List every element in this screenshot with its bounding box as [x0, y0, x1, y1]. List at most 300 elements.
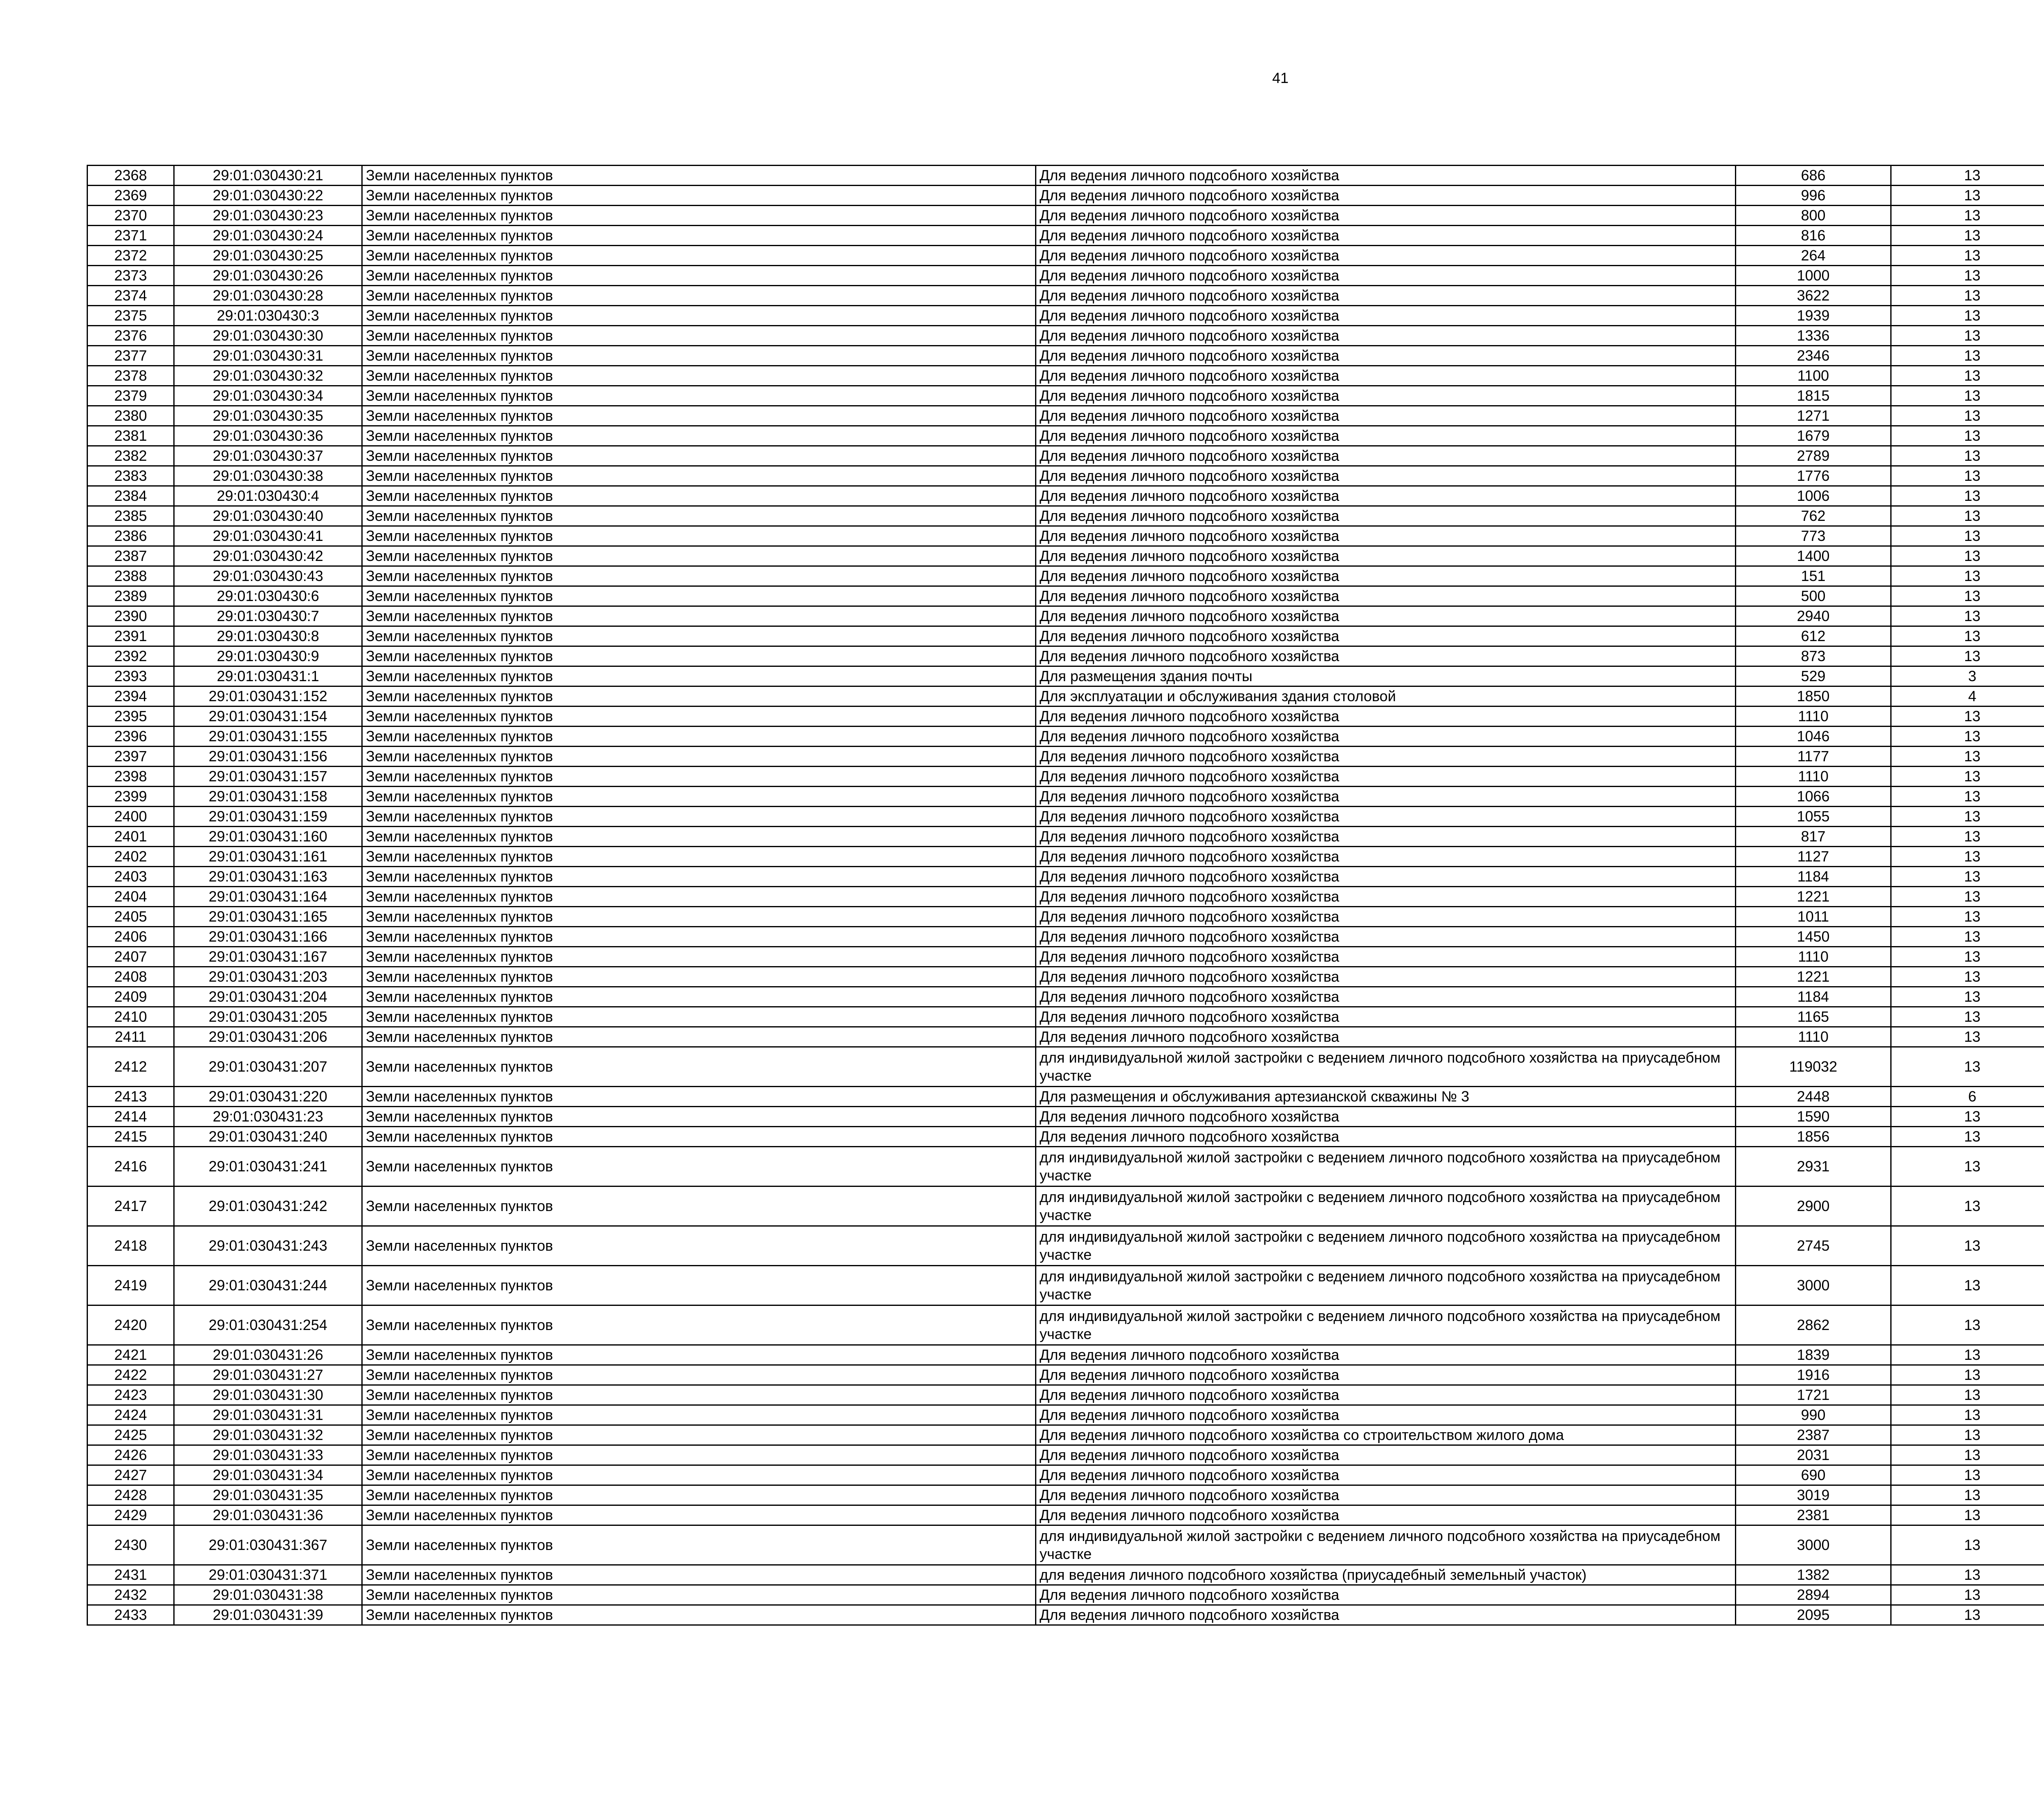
group-cell: 13	[1891, 606, 2044, 626]
permitted-use-cell: Для ведения личного подсобного хозяйства	[1036, 366, 1736, 386]
table-row	[87, 386, 2044, 406]
land-category-cell: Земли населенных пунктов	[362, 246, 1036, 266]
row-number-cell: 2418	[87, 1226, 174, 1266]
land-category-cell: Земли населенных пунктов	[362, 586, 1036, 606]
cadastral-number-cell: 29:01:030430:43	[174, 566, 362, 586]
group-cell: 13	[1891, 1565, 2044, 1585]
land-category-cell: Земли населенных пунктов	[362, 1027, 1036, 1047]
land-category-cell: Земли населенных пунктов	[362, 1505, 1036, 1525]
land-category-cell: Земли населенных пунктов	[362, 686, 1036, 707]
land-category-cell: Земли населенных пунктов	[362, 166, 1036, 186]
group-cell: 13	[1891, 1385, 2044, 1405]
area-cell: 686	[1736, 166, 1891, 186]
group-cell: 13	[1891, 466, 2044, 486]
cadastral-number-cell: 29:01:030431:164	[174, 887, 362, 907]
group-cell: 13	[1891, 967, 2044, 987]
land-category-cell: Земли населенных пунктов	[362, 867, 1036, 887]
row-number-cell: 2369	[87, 186, 174, 206]
group-cell: 13	[1891, 1186, 2044, 1226]
area-cell: 1184	[1736, 867, 1891, 887]
land-category-cell: Земли населенных пунктов	[362, 727, 1036, 747]
cadastral-number-cell: 29:01:030431:205	[174, 1007, 362, 1027]
land-category-cell: Земли населенных пунктов	[362, 887, 1036, 907]
permitted-use-cell: Для ведения личного подсобного хозяйства	[1036, 767, 1736, 787]
area-cell: 1006	[1736, 486, 1891, 506]
cadastral-number-cell: 29:01:030430:42	[174, 546, 362, 566]
land-category-cell: Земли населенных пунктов	[362, 266, 1036, 286]
area-cell: 151	[1736, 566, 1891, 586]
group-cell: 13	[1891, 626, 2044, 646]
group-cell: 13	[1891, 1127, 2044, 1147]
cadastral-number-cell: 29:01:030430:35	[174, 406, 362, 426]
row-number-cell: 2426	[87, 1445, 174, 1465]
table-row	[87, 406, 2044, 426]
area-cell: 1066	[1736, 787, 1891, 807]
area-cell: 2745	[1736, 1226, 1891, 1266]
cadastral-number-cell: 29:01:030431:167	[174, 947, 362, 967]
table-row	[87, 566, 2044, 586]
area-cell: 873	[1736, 646, 1891, 666]
group-cell: 13	[1891, 1345, 2044, 1365]
group-cell: 13	[1891, 807, 2044, 827]
cadastral-number-cell: 29:01:030431:163	[174, 867, 362, 887]
area-cell: 990	[1736, 1405, 1891, 1425]
permitted-use-cell: Для ведения личного подсобного хозяйства	[1036, 1385, 1736, 1405]
permitted-use-cell: Для ведения личного подсобного хозяйства	[1036, 326, 1736, 346]
row-number-cell: 2396	[87, 727, 174, 747]
group-cell: 13	[1891, 1226, 2044, 1266]
permitted-use-cell: Для ведения личного подсобного хозяйства	[1036, 1605, 1736, 1625]
table-row	[87, 727, 2044, 747]
row-number-cell: 2431	[87, 1565, 174, 1585]
group-cell: 13	[1891, 1445, 2044, 1465]
row-number-cell: 2377	[87, 346, 174, 366]
area-cell: 1110	[1736, 1027, 1891, 1047]
cadastral-number-cell: 29:01:030431:35	[174, 1485, 362, 1505]
group-cell: 13	[1891, 987, 2044, 1007]
table-row	[87, 1147, 2044, 1186]
table-row	[87, 346, 2044, 366]
area-cell: 1000	[1736, 266, 1891, 286]
cadastral-number-cell: 29:01:030430:8	[174, 626, 362, 646]
permitted-use-cell: Для ведения личного подсобного хозяйства	[1036, 1405, 1736, 1425]
area-cell: 2940	[1736, 606, 1891, 626]
group-cell: 13	[1891, 1425, 2044, 1445]
land-category-cell: Земли населенных пунктов	[362, 1107, 1036, 1127]
land-registry-table	[87, 165, 2044, 1626]
group-cell: 3	[1891, 666, 2044, 686]
row-number-cell: 2385	[87, 506, 174, 526]
row-number-cell: 2423	[87, 1385, 174, 1405]
permitted-use-cell: Для ведения личного подсобного хозяйства	[1036, 266, 1736, 286]
table-row	[87, 847, 2044, 867]
area-cell: 3019	[1736, 1485, 1891, 1505]
area-cell: 2381	[1736, 1505, 1891, 1525]
area-cell: 1221	[1736, 967, 1891, 987]
land-category-cell: Земли населенных пунктов	[362, 486, 1036, 506]
group-cell: 13	[1891, 1007, 2044, 1027]
permitted-use-cell: Для ведения личного подсобного хозяйства	[1036, 807, 1736, 827]
row-number-cell: 2399	[87, 787, 174, 807]
permitted-use-cell: Для ведения личного подсобного хозяйства	[1036, 967, 1736, 987]
permitted-use-cell: Для ведения личного подсобного хозяйства	[1036, 466, 1736, 486]
table-row	[87, 1505, 2044, 1525]
row-number-cell: 2401	[87, 827, 174, 847]
permitted-use-cell: Для ведения личного подсобного хозяйства	[1036, 1027, 1736, 1047]
area-cell: 2031	[1736, 1445, 1891, 1465]
cadastral-number-cell: 29:01:030430:36	[174, 426, 362, 446]
area-cell: 1336	[1736, 326, 1891, 346]
group-cell: 13	[1891, 1027, 2044, 1047]
land-category-cell: Земли населенных пунктов	[362, 446, 1036, 466]
land-category-cell: Земли населенных пунктов	[362, 1605, 1036, 1625]
row-number-cell: 2384	[87, 486, 174, 506]
cadastral-number-cell: 29:01:030430:37	[174, 446, 362, 466]
permitted-use-cell: Для ведения личного подсобного хозяйства	[1036, 787, 1736, 807]
row-number-cell: 2391	[87, 626, 174, 646]
row-number-cell: 2370	[87, 206, 174, 226]
area-cell: 690	[1736, 1465, 1891, 1485]
permitted-use-cell: Для ведения личного подсобного хозяйства	[1036, 446, 1736, 466]
group-cell: 13	[1891, 226, 2044, 246]
land-category-cell: Земли населенных пунктов	[362, 1385, 1036, 1405]
cadastral-number-cell: 29:01:030431:243	[174, 1226, 362, 1266]
cadastral-number-cell: 29:01:030431:36	[174, 1505, 362, 1525]
table-row	[87, 1465, 2044, 1485]
group-cell: 13	[1891, 526, 2044, 546]
land-category-cell: Земли населенных пунктов	[362, 707, 1036, 727]
row-number-cell: 2403	[87, 867, 174, 887]
table-row	[87, 707, 2044, 727]
land-category-cell: Земли населенных пунктов	[362, 666, 1036, 686]
land-category-cell: Земли населенных пунктов	[362, 1525, 1036, 1565]
row-number-cell: 2374	[87, 286, 174, 306]
table-row	[87, 867, 2044, 887]
permitted-use-cell: Для ведения личного подсобного хозяйства	[1036, 707, 1736, 727]
table-row	[87, 987, 2044, 1007]
table-row	[87, 546, 2044, 566]
cadastral-number-cell: 29:01:030431:31	[174, 1405, 362, 1425]
permitted-use-cell: для индивидуальной жилой застройки с ведением личного подсобного хозяйства на приусадебном участке	[1036, 1266, 1736, 1305]
land-category-cell: Земли населенных пунктов	[362, 366, 1036, 386]
table-row	[87, 286, 2044, 306]
table-row	[87, 747, 2044, 767]
group-cell: 13	[1891, 646, 2044, 666]
land-category-cell: Земли населенных пунктов	[362, 326, 1036, 346]
table-row	[87, 947, 2044, 967]
land-category-cell: Земли населенных пунктов	[362, 646, 1036, 666]
area-cell: 1221	[1736, 887, 1891, 907]
land-category-cell: Земли населенных пунктов	[362, 626, 1036, 646]
row-number-cell: 2413	[87, 1087, 174, 1107]
row-number-cell: 2375	[87, 306, 174, 326]
cadastral-number-cell: 29:01:030430:34	[174, 386, 362, 406]
cadastral-number-cell: 29:01:030431:371	[174, 1565, 362, 1585]
row-number-cell: 2386	[87, 526, 174, 546]
group-cell: 13	[1891, 1465, 2044, 1485]
area-cell: 2931	[1736, 1147, 1891, 1186]
row-number-cell: 2397	[87, 747, 174, 767]
group-cell: 13	[1891, 727, 2044, 747]
permitted-use-cell: для индивидуальной жилой застройки с ведением личного подсобного хозяйства на приусадебном участке	[1036, 1186, 1736, 1226]
permitted-use-cell: Для ведения личного подсобного хозяйства	[1036, 206, 1736, 226]
row-number-cell: 2393	[87, 666, 174, 686]
permitted-use-cell: Для ведения личного подсобного хозяйства	[1036, 226, 1736, 246]
land-category-cell: Земли населенных пунктов	[362, 1405, 1036, 1425]
group-cell: 13	[1891, 927, 2044, 947]
permitted-use-cell: Для ведения личного подсобного хозяйства	[1036, 386, 1736, 406]
area-cell: 1177	[1736, 747, 1891, 767]
land-category-cell: Земли населенных пунктов	[362, 1345, 1036, 1365]
permitted-use-cell: Для ведения личного подсобного хозяйства	[1036, 887, 1736, 907]
row-number-cell: 2409	[87, 987, 174, 1007]
group-cell: 13	[1891, 426, 2044, 446]
permitted-use-cell: Для ведения личного подсобного хозяйства	[1036, 1465, 1736, 1485]
row-number-cell: 2415	[87, 1127, 174, 1147]
permitted-use-cell: Для ведения личного подсобного хозяйства	[1036, 166, 1736, 186]
area-cell: 1850	[1736, 686, 1891, 707]
table-row	[87, 927, 2044, 947]
group-cell: 13	[1891, 1505, 2044, 1525]
area-cell: 1110	[1736, 947, 1891, 967]
land-category-cell: Земли населенных пунктов	[362, 1047, 1036, 1087]
table-row	[87, 1525, 2044, 1565]
table-row	[87, 446, 2044, 466]
group-cell: 13	[1891, 186, 2044, 206]
group-cell: 13	[1891, 166, 2044, 186]
cadastral-number-cell: 29:01:030430:21	[174, 166, 362, 186]
table-row	[87, 787, 2044, 807]
table-row	[87, 1226, 2044, 1266]
table-row	[87, 907, 2044, 927]
permitted-use-cell: Для ведения личного подсобного хозяйства	[1036, 1445, 1736, 1465]
permitted-use-cell: Для ведения личного подсобного хозяйства	[1036, 506, 1736, 526]
table-row	[87, 686, 2044, 707]
permitted-use-cell: Для ведения личного подсобного хозяйства	[1036, 566, 1736, 586]
table-row	[87, 506, 2044, 526]
cadastral-number-cell: 29:01:030431:154	[174, 707, 362, 727]
permitted-use-cell: Для ведения личного подсобного хозяйства	[1036, 1127, 1736, 1147]
permitted-use-cell: Для ведения личного подсобного хозяйства	[1036, 186, 1736, 206]
cadastral-number-cell: 29:01:030431:158	[174, 787, 362, 807]
row-number-cell: 2410	[87, 1007, 174, 1027]
cadastral-number-cell: 29:01:030431:166	[174, 927, 362, 947]
row-number-cell: 2381	[87, 426, 174, 446]
area-cell: 1450	[1736, 927, 1891, 947]
permitted-use-cell: Для ведения личного подсобного хозяйства	[1036, 486, 1736, 506]
land-category-cell: Земли населенных пунктов	[362, 1445, 1036, 1465]
row-number-cell: 2417	[87, 1186, 174, 1226]
land-category-cell: Земли населенных пунктов	[362, 506, 1036, 526]
area-cell: 1382	[1736, 1565, 1891, 1585]
area-cell: 762	[1736, 506, 1891, 526]
area-cell: 119032	[1736, 1047, 1891, 1087]
cadastral-number-cell: 29:01:030431:206	[174, 1027, 362, 1047]
area-cell: 2789	[1736, 446, 1891, 466]
table-row	[87, 166, 2044, 186]
land-category-cell: Земли населенных пунктов	[362, 787, 1036, 807]
group-cell: 6	[1891, 1087, 2044, 1107]
permitted-use-cell: Для ведения личного подсобного хозяйства	[1036, 1485, 1736, 1505]
cadastral-number-cell: 29:01:030431:241	[174, 1147, 362, 1186]
cadastral-number-cell: 29:01:030431:1	[174, 666, 362, 686]
area-cell: 816	[1736, 226, 1891, 246]
permitted-use-cell: Для ведения личного подсобного хозяйства	[1036, 847, 1736, 867]
area-cell: 2894	[1736, 1585, 1891, 1605]
cadastral-number-cell: 29:01:030430:9	[174, 646, 362, 666]
cadastral-number-cell: 29:01:030430:40	[174, 506, 362, 526]
area-cell: 1110	[1736, 767, 1891, 787]
row-number-cell: 2414	[87, 1107, 174, 1127]
cadastral-number-cell: 29:01:030430:4	[174, 486, 362, 506]
permitted-use-cell: Для ведения личного подсобного хозяйства	[1036, 747, 1736, 767]
permitted-use-cell: Для ведения личного подсобного хозяйства	[1036, 1585, 1736, 1605]
group-cell: 13	[1891, 1605, 2044, 1625]
row-number-cell: 2430	[87, 1525, 174, 1565]
table-row	[87, 1425, 2044, 1445]
row-number-cell: 2395	[87, 707, 174, 727]
area-cell: 2387	[1736, 1425, 1891, 1445]
area-cell: 2900	[1736, 1186, 1891, 1226]
group-cell: 13	[1891, 867, 2044, 887]
land-category-cell: Земли населенных пунктов	[362, 1305, 1036, 1345]
area-cell: 1100	[1736, 366, 1891, 386]
row-number-cell: 2379	[87, 386, 174, 406]
table-row	[87, 1385, 2044, 1405]
cadastral-number-cell: 29:01:030431:160	[174, 827, 362, 847]
cadastral-number-cell: 29:01:030430:6	[174, 586, 362, 606]
cadastral-number-cell: 29:01:030430:30	[174, 326, 362, 346]
group-cell: 13	[1891, 406, 2044, 426]
group-cell: 13	[1891, 206, 2044, 226]
group-cell: 13	[1891, 947, 2044, 967]
group-cell: 13	[1891, 767, 2044, 787]
table-row	[87, 306, 2044, 326]
permitted-use-cell: Для ведения личного подсобного хозяйства	[1036, 907, 1736, 927]
row-number-cell: 2376	[87, 326, 174, 346]
table-row	[87, 1305, 2044, 1345]
page-number: 41	[1272, 70, 1289, 86]
row-number-cell: 2394	[87, 686, 174, 707]
permitted-use-cell: для индивидуальной жилой застройки с ведением личного подсобного хозяйства на приусадебном участке	[1036, 1525, 1736, 1565]
permitted-use-cell: Для ведения личного подсобного хозяйства	[1036, 867, 1736, 887]
table-row	[87, 366, 2044, 386]
table-row	[87, 1127, 2044, 1147]
table-row	[87, 266, 2044, 286]
row-number-cell: 2407	[87, 947, 174, 967]
area-cell: 1839	[1736, 1345, 1891, 1365]
cadastral-number-cell: 29:01:030431:254	[174, 1305, 362, 1345]
permitted-use-cell: для индивидуальной жилой застройки с ведением личного подсобного хозяйства на приусадебном участке	[1036, 1047, 1736, 1087]
group-cell: 13	[1891, 907, 2044, 927]
area-cell: 529	[1736, 666, 1891, 686]
land-category-cell: Земли населенных пунктов	[362, 927, 1036, 947]
area-cell: 1184	[1736, 987, 1891, 1007]
area-cell: 2346	[1736, 346, 1891, 366]
area-cell: 3000	[1736, 1266, 1891, 1305]
permitted-use-cell: Для ведения личного подсобного хозяйства	[1036, 1107, 1736, 1127]
row-number-cell: 2422	[87, 1365, 174, 1385]
area-cell: 1110	[1736, 707, 1891, 727]
land-category-cell: Земли населенных пунктов	[362, 1127, 1036, 1147]
area-cell: 817	[1736, 827, 1891, 847]
table-row	[87, 887, 2044, 907]
permitted-use-cell: для индивидуальной жилой застройки с ведением личного подсобного хозяйства на приусадебном участке	[1036, 1147, 1736, 1186]
land-category-cell: Земли населенных пунктов	[362, 306, 1036, 326]
land-category-cell: Земли населенных пунктов	[362, 907, 1036, 927]
cadastral-number-cell: 29:01:030430:3	[174, 306, 362, 326]
land-category-cell: Земли населенных пунктов	[362, 967, 1036, 987]
permitted-use-cell: Для ведения личного подсобного хозяйства	[1036, 947, 1736, 967]
area-cell: 1400	[1736, 546, 1891, 566]
table-row	[87, 486, 2044, 506]
table-row	[87, 1266, 2044, 1305]
group-cell: 13	[1891, 1365, 2044, 1385]
permitted-use-cell: Для ведения личного подсобного хозяйства	[1036, 246, 1736, 266]
row-number-cell: 2372	[87, 246, 174, 266]
permitted-use-cell: Для ведения личного подсобного хозяйства	[1036, 626, 1736, 646]
group-cell: 13	[1891, 1585, 2044, 1605]
row-number-cell: 2387	[87, 546, 174, 566]
cadastral-number-cell: 29:01:030431:367	[174, 1525, 362, 1565]
row-number-cell: 2428	[87, 1485, 174, 1505]
row-number-cell: 2378	[87, 366, 174, 386]
table-row	[87, 1186, 2044, 1226]
area-cell: 1856	[1736, 1127, 1891, 1147]
land-category-cell: Земли населенных пунктов	[362, 1585, 1036, 1605]
area-cell: 1916	[1736, 1365, 1891, 1385]
group-cell: 13	[1891, 1047, 2044, 1087]
table-row	[87, 466, 2044, 486]
cadastral-number-cell: 29:01:030431:152	[174, 686, 362, 707]
area-cell: 1679	[1736, 426, 1891, 446]
cadastral-number-cell: 29:01:030430:26	[174, 266, 362, 286]
land-category-cell: Земли населенных пунктов	[362, 546, 1036, 566]
cadastral-number-cell: 29:01:030431:204	[174, 987, 362, 1007]
permitted-use-cell: Для эксплуатации и обслуживания здания столовой	[1036, 686, 1736, 707]
row-number-cell: 2389	[87, 586, 174, 606]
land-category-cell: Земли населенных пунктов	[362, 1465, 1036, 1485]
group-cell: 13	[1891, 787, 2044, 807]
cadastral-number-cell: 29:01:030431:32	[174, 1425, 362, 1445]
land-category-cell: Земли населенных пунктов	[362, 1147, 1036, 1186]
row-number-cell: 2420	[87, 1305, 174, 1345]
group-cell: 13	[1891, 286, 2044, 306]
row-number-cell: 2405	[87, 907, 174, 927]
area-cell: 500	[1736, 586, 1891, 606]
land-category-cell: Земли населенных пунктов	[362, 847, 1036, 867]
permitted-use-cell: Для ведения личного подсобного хозяйства	[1036, 306, 1736, 326]
row-number-cell: 2404	[87, 887, 174, 907]
cadastral-number-cell: 29:01:030431:240	[174, 1127, 362, 1147]
area-cell: 1590	[1736, 1107, 1891, 1127]
cadastral-number-cell: 29:01:030431:161	[174, 847, 362, 867]
land-category-cell: Земли населенных пунктов	[362, 1266, 1036, 1305]
cadastral-number-cell: 29:01:030430:31	[174, 346, 362, 366]
group-cell: 13	[1891, 486, 2044, 506]
group-cell: 13	[1891, 707, 2044, 727]
group-cell: 13	[1891, 546, 2044, 566]
table-row	[87, 186, 2044, 206]
land-category-cell: Земли населенных пунктов	[362, 1485, 1036, 1505]
area-cell: 1165	[1736, 1007, 1891, 1027]
row-number-cell: 2408	[87, 967, 174, 987]
group-cell: 13	[1891, 747, 2044, 767]
permitted-use-cell: Для размещения здания почты	[1036, 666, 1736, 686]
cadastral-number-cell: 29:01:030430:41	[174, 526, 362, 546]
cadastral-number-cell: 29:01:030431:38	[174, 1585, 362, 1605]
permitted-use-cell: Для ведения личного подсобного хозяйства	[1036, 987, 1736, 1007]
